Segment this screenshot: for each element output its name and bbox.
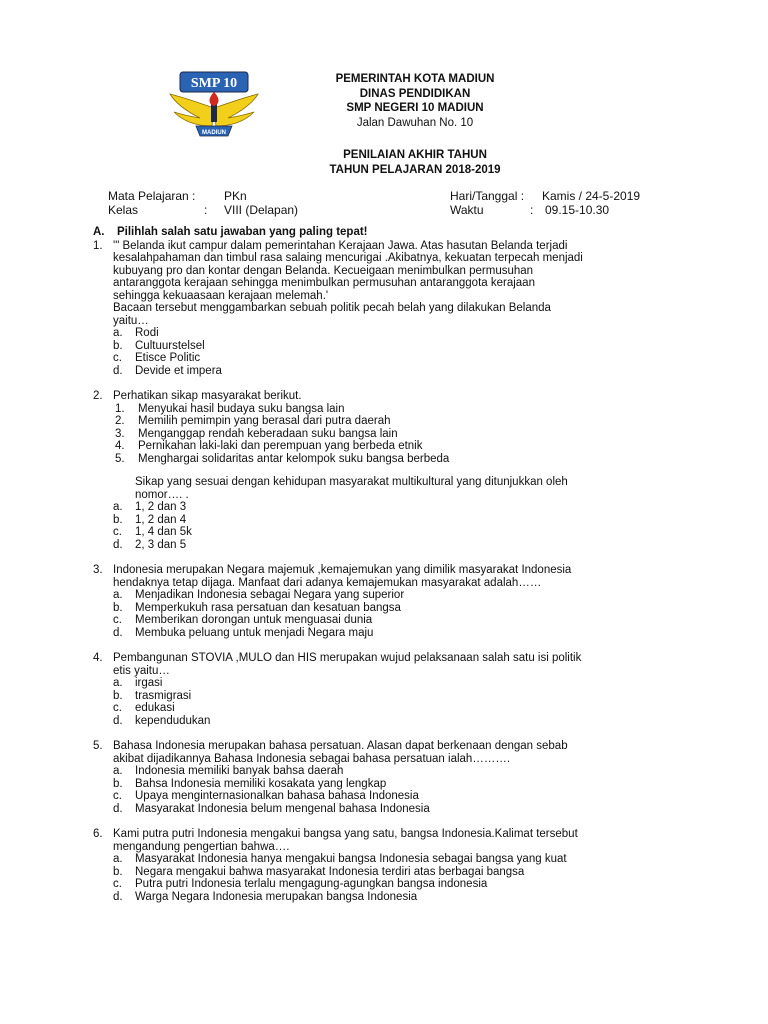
question-item [93,564,663,639]
question-body [113,652,663,727]
question-number: 1. [93,239,103,252]
answer-option [113,853,663,866]
question-stem-line: Sikap yang sesuai dengan kehidupan masyarakat multikultural yang ditunjukkan oleh [135,476,568,488]
option-letter: a. [113,677,123,689]
answer-options [113,501,663,551]
option-letter: a. [113,501,123,513]
section-letter: A. [93,226,105,238]
answer-option [113,365,663,378]
question-body [113,390,663,551]
option-text: Devide et impera [135,364,222,377]
question-text-line: hendaknya tetap dijaga. Manfaat dari adanya kemajemukan masyarakat adalah…… [113,576,542,589]
question-body [113,740,663,815]
government-name: PEMERINTAH KOTA MADIUN [335,73,495,85]
statement-item [113,415,663,428]
question-body [113,828,663,903]
question-text-line: mengandung pengertian bahwa…. [113,840,290,853]
school-logo [166,68,262,138]
question-stem [113,476,663,501]
question-item [93,390,663,551]
answer-option [113,602,663,615]
class-value: VIII (Delapan) [224,203,299,217]
question-text-line: yaitu… [113,314,149,327]
option-letter: c. [113,352,122,364]
option-text: Putra putri Indonesia terlalu mengagung-agungkan bangsa indonesia [135,878,488,890]
answer-option [113,677,663,690]
question-text-line: kubuyang pro dan kontar dengan Belanda. Kecueigaan menimbulkan permusuhan [113,264,534,277]
question-item [93,240,663,378]
question-section [93,226,663,916]
question-text-line: Perhatikan sikap masyarakat berikut. [113,390,302,402]
statement-number: 2. [115,415,125,427]
option-text: Warga Negara Indonesia merupakan bangsa Indonesia [135,890,418,903]
option-letter: b. [113,865,123,878]
school-name: SMP NEGERI 10 MADIUN [346,102,484,114]
option-letter: c. [113,790,122,802]
option-text: Rodi [135,327,159,339]
question-number: 4. [93,652,103,664]
answer-option [113,690,663,703]
answer-option [113,891,663,904]
option-text: 1, 2 dan 4 [135,513,187,526]
question-item [93,652,663,727]
question-number: 6. [93,828,103,840]
logo-left-wing [170,94,214,126]
answer-option [113,340,663,353]
option-letter: b. [113,777,123,790]
section-instruction: Pilihlah salah satu jawaban yang paling tepat! [117,226,368,238]
option-letter: c. [113,878,122,890]
statement-number: 3. [115,427,125,440]
answer-option [113,866,663,879]
option-text: Memperkukuh rasa persatuan dan kesatuan bangsa [135,601,401,614]
class-colon: : [204,203,208,217]
question-stem-line: nomor…. . [135,488,189,501]
option-text: Membuka peluang untuk menjadi Negara maju [135,626,374,639]
option-letter: b. [113,689,123,702]
answer-option [113,627,663,640]
exam-year: TAHUN PELAJARAN 2018-2019 [329,163,501,176]
question-text-line: Pembangunan STOVIA ,MULO dan HIS merupakan wujud pelaksanaan salah satu isi politik [113,652,582,664]
statement-text: Menganggap rendah keberadaan suku bangsa lain [138,427,398,440]
question-text-line: '" Belanda ikut campur dalam pemerintahan Kerajaan Jawa. Atas hasutan Belanda terjadi [113,239,568,252]
answer-option [113,539,663,552]
class-label: Kelas [108,203,139,217]
option-letter: b. [113,601,123,614]
answer-option [113,614,663,627]
statement-text: Pernikahan laki-laki dan perempuan yang berbeda etnik [138,440,423,452]
option-letter: b. [113,513,123,526]
option-letter: c. [113,614,122,626]
option-text: Bahsa Indonesia memiliki kosakata yang lengkap [135,777,387,790]
question-number: 5. [93,740,103,752]
option-text: irgasi [135,677,163,689]
time-label: Waktu [450,203,484,217]
answer-option [113,702,663,715]
option-letter: d. [113,802,123,815]
answer-options [113,853,663,903]
answer-option [113,765,663,778]
statement-number: 5. [115,452,125,465]
answer-option [113,715,663,728]
option-text: 1, 2 dan 3 [135,501,187,513]
answer-option [113,501,663,514]
option-text: Memberikan dorongan untuk menguasai dunia [135,614,373,626]
question-text-line: etis yaitu… [113,664,170,677]
option-text: Menjadikan Indonesia sebagai Negara yang superior [135,589,405,601]
question-item [93,828,663,903]
answer-options [113,765,663,815]
option-text: Indonesia memiliki banyak bahsa daerah [135,765,344,777]
answer-option [113,526,663,539]
time-colon: : [530,203,534,217]
logo-badge-text: SMP 10 [190,76,238,91]
question-list [93,240,663,904]
department-name: DINAS PENDIDIKAN [359,87,471,100]
spacer [113,465,663,476]
question-number: 2. [93,390,103,402]
logo-right-wing [214,94,258,126]
option-letter: d. [113,364,123,377]
answer-option [113,803,663,816]
answer-option [113,327,663,340]
option-text: Etisce Politic [135,352,201,364]
question-body [113,564,663,639]
letterhead [300,72,530,130]
option-letter: a. [113,765,123,777]
answer-option [113,878,663,891]
exam-title-block [284,148,546,177]
statement-number: 4. [115,440,125,452]
question-text-line: antaranggota kerajaan sehingga menimbulkan permusuhan antaranggota kerajaan [113,277,535,289]
answer-option [113,589,663,602]
time-value: 09.15-10.30 [545,203,610,217]
answer-option [113,514,663,527]
school-address: Jalan Dawuhan No. 10 [356,116,474,129]
statement-item [113,403,663,416]
option-letter: a. [113,589,123,601]
answer-option [113,352,663,365]
answer-options [113,677,663,727]
option-text: Cultuurstelsel [135,339,205,352]
option-text: Upaya menginternasionalkan bahasa bahasa Indonesia [135,790,419,802]
option-letter: c. [113,526,122,538]
option-letter: a. [113,327,123,339]
statement-text: Menyukai hasil budaya suku bangsa lain [138,402,345,415]
option-text: 1, 4 dan 5k [135,526,192,538]
logo-ribbon-text: MADIUN [202,130,226,136]
option-letter: d. [113,890,123,903]
option-text: Masyarakat Indonesia belum mengenal bahasa Indonesia [135,802,430,815]
statement-text: Menghargai solidaritas antar kelompok suku bangsa berbeda [138,452,450,465]
subject-label: Mata Pelajaran : [108,189,196,203]
question-text-line: Bahasa Indonesia merupakan bahasa persatuan. Alasan dapat berkenaan dengan sebab [113,740,568,752]
question-item [93,740,663,815]
question-body [113,240,663,378]
statement-item [113,440,663,453]
option-letter: d. [113,714,123,727]
answer-options [113,589,663,639]
answer-option [113,778,663,791]
question-text-line: akibat dijadikannya Bahasa Indonesia sebagai bahasa persatuan ialah………. [113,752,511,765]
question-text-line: Kami putra putri Indonesia mengakui bangsa yang satu, bangsa Indonesia.Kalimat tersebut [113,828,578,840]
option-text: edukasi [135,702,175,714]
exam-title: PENILAIAN AKHIR TAHUN [343,149,487,161]
statement-number: 1. [115,402,125,415]
logo-flame [210,92,219,106]
option-letter: d. [113,538,123,551]
subject-value: PKn [224,189,247,203]
statement-text: Memilih pemimpin yang berasal dari putra daerah [138,415,391,427]
option-text: kependudukan [135,714,211,727]
question-text-line: sehingga kekuaasaan kerajaan melemah.' [113,289,329,302]
option-text: trasmigrasi [135,689,192,702]
statement-item [113,428,663,441]
question-text-line: Indonesia merupakan Negara majemuk ,kemajemukan yang dimilik masyarakat Indonesia [113,564,572,576]
option-letter: a. [113,853,123,865]
option-text: 2, 3 dan 5 [135,538,187,551]
statement-list [113,403,663,466]
option-letter: c. [113,702,122,714]
option-letter: d. [113,626,123,639]
question-text-line: kesalahpahaman dan timbul rasa salaing mencurigai .Akibatnya, kekuatan terpecah menjadi [113,252,583,264]
statement-item [113,453,663,466]
answer-options [113,327,663,377]
question-number: 3. [93,564,103,576]
answer-option [113,790,663,803]
option-text: Masyarakat Indonesia hanya mengakui bangsa Indonesia sebagai bangsa yang kuat [135,853,567,865]
date-value: Kamis / 24-5-2019 [542,189,641,203]
option-text: Negara mengakui bahwa masyarakat Indonesia terdiri atas berbagai bangsa [135,865,525,878]
option-letter: b. [113,339,123,352]
date-label: Hari/Tanggal : [450,189,525,203]
section-heading [93,226,663,239]
question-text-line: Bacaan tersebut menggambarkan sebuah politik pecah belah yang dilakukan Belanda [113,302,551,314]
